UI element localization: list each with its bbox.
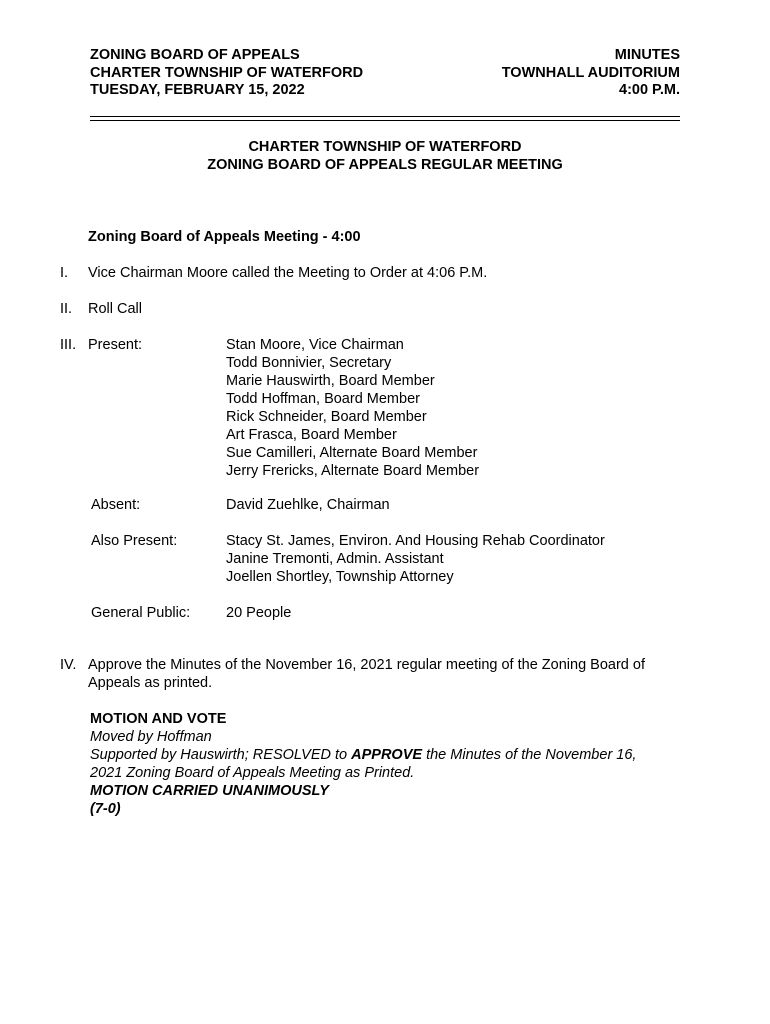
motion-heading: MOTION AND VOTE (90, 711, 227, 727)
present-member: Todd Bonnivier, Secretary (226, 355, 392, 371)
present-member: Rick Schneider, Board Member (226, 409, 427, 425)
header-right (502, 47, 680, 100)
motion-vote: (7-0) (90, 801, 121, 817)
present-list (226, 336, 479, 480)
header-left (90, 47, 363, 100)
item-iv-line-1: Approve the Minutes of the November 16, 2021 regular meeting of the Zoning Board of (88, 657, 645, 673)
present-member: Art Frasca, Board Member (226, 427, 397, 443)
item-ii-text: Roll Call (88, 301, 142, 317)
motion-supported-post: the Minutes of the November 16, (422, 747, 637, 763)
motion-result: MOTION CARRIED UNANIMOUSLY (90, 783, 329, 799)
motion-moved: Moved by Hoffman (90, 729, 212, 745)
present-label: Present: (88, 337, 142, 353)
item-iv-text (88, 656, 688, 692)
absent-value: David Zuehlke, Chairman (226, 497, 390, 513)
title-line-1: CHARTER TOWNSHIP OF WATERFORD (248, 139, 522, 155)
header-divider-bottom (90, 120, 680, 121)
motion-block (90, 710, 690, 818)
meeting-heading: Zoning Board of Appeals Meeting - 4:00 (88, 229, 361, 245)
present-member: Marie Hauswirth, Board Member (226, 373, 435, 389)
present-member: Sue Camilleri, Alternate Board Member (226, 445, 478, 461)
item-iii-number: III. (60, 337, 77, 353)
item-i-text: Vice Chairman Moore called the Meeting to Order at 4:06 P.M. (88, 265, 488, 281)
motion-supported-pre: Supported by Hauswirth; RESOLVED to (90, 747, 352, 763)
present-member: Jerry Frericks, Alternate Board Member (226, 463, 480, 479)
item-iv-line-2: Appeals as printed. (88, 675, 213, 691)
header-board: ZONING BOARD OF APPEALS (90, 47, 300, 63)
item-i-number: I. (60, 265, 69, 281)
header-time: 4:00 P.M. (619, 82, 680, 98)
item-iv-number: IV. (60, 657, 77, 673)
also-present-person: Joellen Shortley, Township Attorney (226, 569, 454, 585)
present-member: Stan Moore, Vice Chairman (226, 337, 404, 353)
header-date: TUESDAY, FEBRUARY 15, 2022 (90, 82, 305, 98)
item-ii-number: II. (60, 301, 73, 317)
header-doc-type: MINUTES (614, 47, 680, 63)
header-divider-top (90, 116, 680, 117)
absent-label: Absent: (91, 497, 141, 513)
also-present-label: Also Present: (91, 533, 178, 549)
general-public-value: 20 People (226, 605, 292, 621)
also-present-person: Janine Tremonti, Admin. Assistant (226, 551, 444, 567)
general-public-label: General Public: (91, 605, 191, 621)
motion-supported-line-2: 2021 Zoning Board of Appeals Meeting as Printed. (90, 765, 415, 781)
header-township: CHARTER TOWNSHIP OF WATERFORD (90, 64, 364, 81)
document-title (0, 138, 770, 174)
also-present-list (226, 532, 605, 586)
header-location: TOWNHALL AUDITORIUM (501, 64, 680, 81)
present-member: Todd Hoffman, Board Member (226, 391, 420, 407)
also-present-person: Stacy St. James, Environ. And Housing Rehab Coordinator (226, 533, 605, 549)
motion-supported (90, 746, 690, 764)
title-line-2: ZONING BOARD OF APPEALS REGULAR MEETING (207, 157, 563, 173)
motion-approve-word: APPROVE (351, 747, 423, 763)
